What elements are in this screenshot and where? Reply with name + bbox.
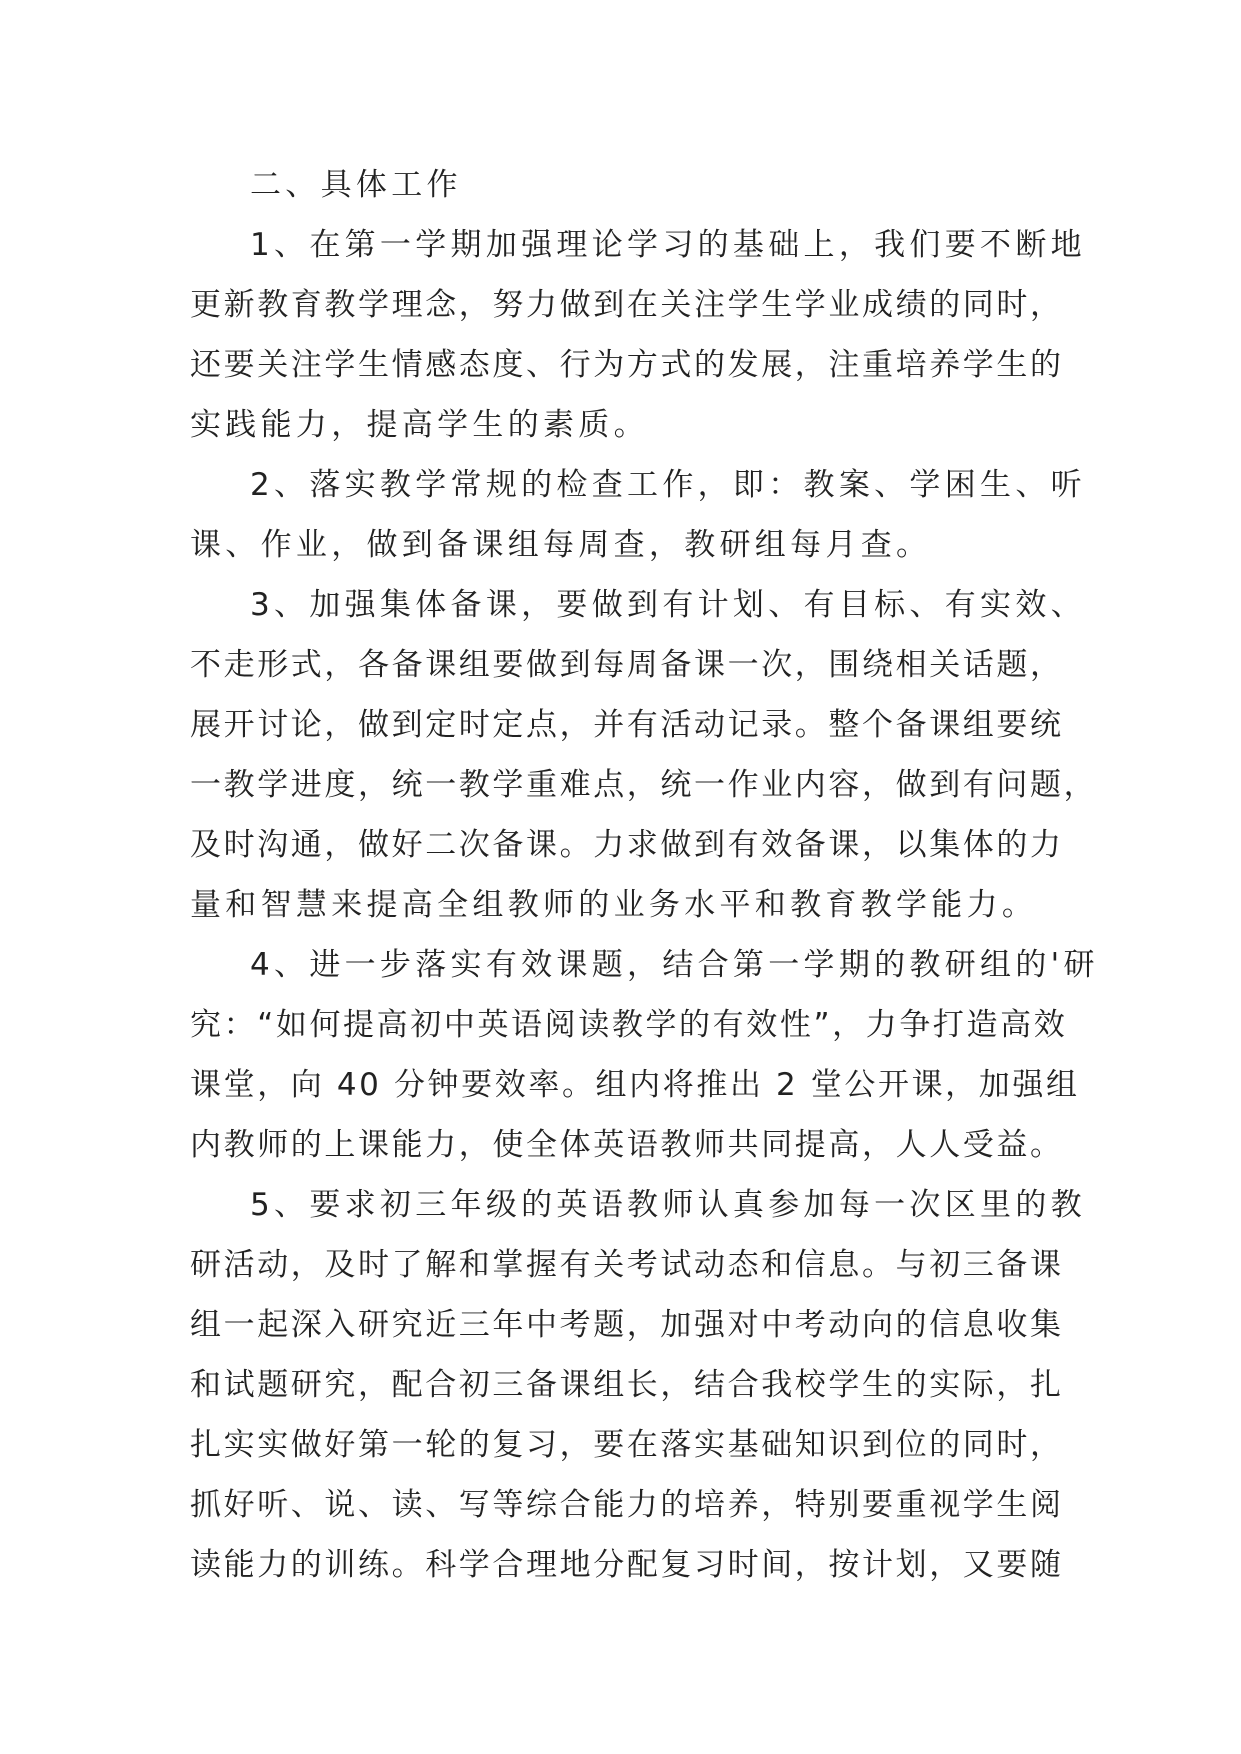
section-heading: 二、具体工作 <box>250 167 462 203</box>
paragraph-5-line: 和试题研究，配合初三备课组长，结合我校学生的实际，扎 <box>190 1367 1064 1403</box>
paragraph-4-line: 内教师的上课能力，使全体英语教师共同提高，人人受益。 <box>190 1127 1064 1163</box>
paragraph-2-line: 课、作业，做到备课组每周查，教研组每月查。 <box>190 527 932 563</box>
paragraph-3-line: 不走形式，各备课组要做到每周备课一次，围绕相关话题， <box>190 647 1064 683</box>
paragraph-4-line: 究：“如何提高初中英语阅读教学的有效性”，力争打造高效 <box>190 1007 1068 1043</box>
paragraph-1-line: 实践能力，提高学生的素质。 <box>190 407 649 443</box>
paragraph-3-line: 及时沟通，做好二次备课。力求做到有效备课，以集体的力 <box>190 827 1064 863</box>
document-body <box>190 155 1099 1595</box>
paragraph-1-line: 更新教育教学理念，努力做到在关注学生学业成绩的同时， <box>190 287 1064 323</box>
paragraph-4-line: 课堂，向 40 分钟要效率。组内将推出 2 堂公开课，加强组 <box>190 1067 1080 1103</box>
paragraph-1-line: 还要关注学生情感态度、行为方式的发展，注重培养学生的 <box>190 347 1064 383</box>
paragraph-5-line: 组一起深入研究近三年中考题，加强对中考动向的信息收集 <box>190 1307 1064 1343</box>
paragraph-4-line: 4、进一步落实有效课题，结合第一学期的教研组的'研 <box>250 947 1099 983</box>
paragraph-5-line: 5、要求初三年级的英语教师认真参加每一次区里的教 <box>250 1187 1086 1223</box>
paragraph-5-line: 扎实实做好第一轮的复习，要在落实基础知识到位的同时， <box>190 1427 1064 1463</box>
paragraph-3-line: 展开讨论，做到定时定点，并有活动记录。整个备课组要统 <box>190 707 1064 743</box>
paragraph-5-line: 研活动，及时了解和掌握有关考试动态和信息。与初三备课 <box>190 1247 1064 1283</box>
paragraph-3-line: 一教学进度，统一教学重难点，统一作业内容，做到有问题， <box>190 767 1098 803</box>
paragraph-3-line: 3、加强集体备课，要做到有计划、有目标、有实效、 <box>250 587 1086 623</box>
paragraph-5-line: 读能力的训练。科学合理地分配复习时间，按计划，又要随 <box>190 1547 1064 1583</box>
paragraph-2-line: 2、落实教学常规的检查工作，即：教案、学困生、听 <box>250 467 1086 503</box>
paragraph-1-line: 1、在第一学期加强理论学习的基础上，我们要不断地 <box>250 227 1086 263</box>
paragraph-3-line: 量和智慧来提高全组教师的业务水平和教育教学能力。 <box>190 887 1038 923</box>
paragraph-5-line: 抓好听、说、读、写等综合能力的培养，特别要重视学生阅 <box>190 1487 1064 1523</box>
